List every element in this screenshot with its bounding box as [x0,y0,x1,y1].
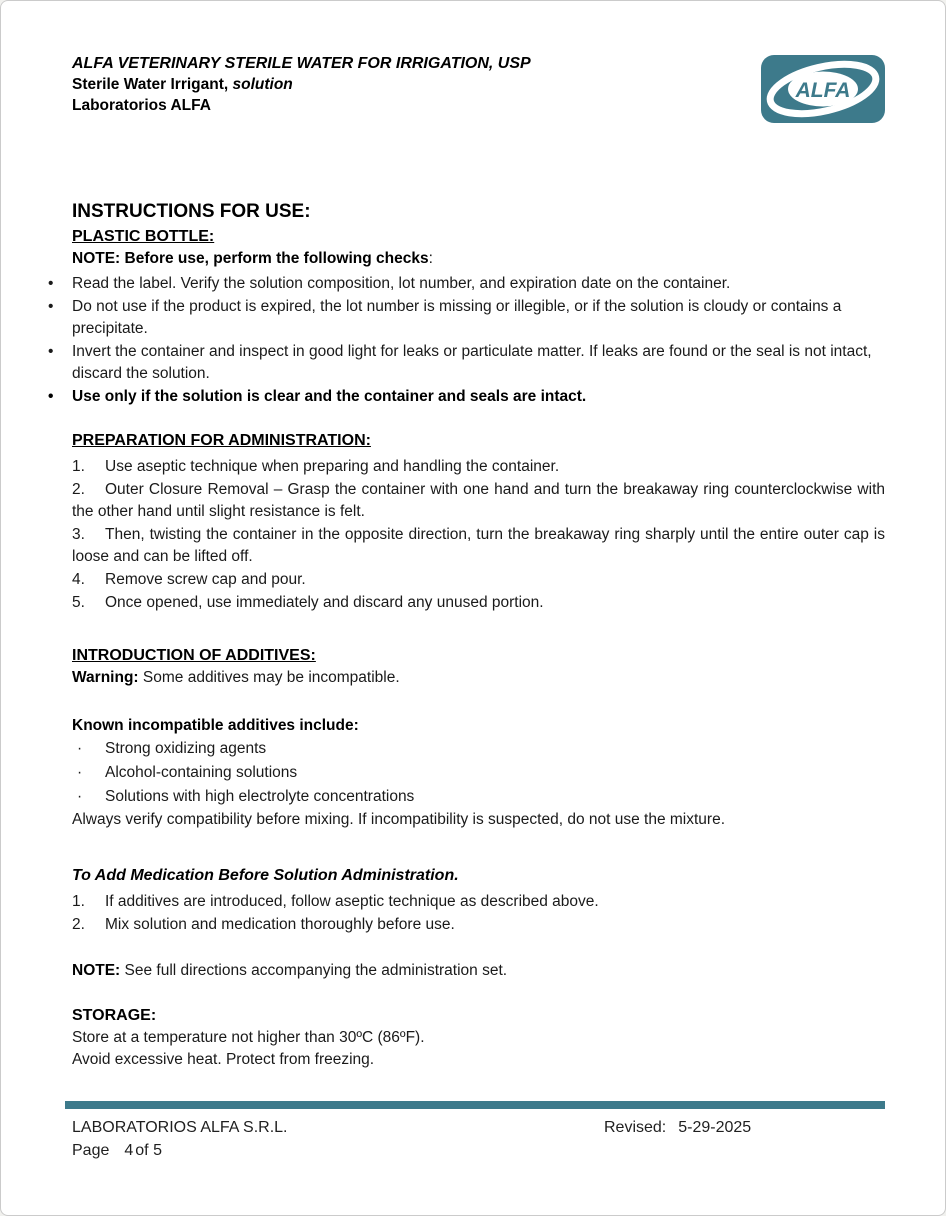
instructions-heading: INSTRUCTIONS FOR USE: [72,201,311,222]
alfa-logo-text: ALFA [795,79,851,102]
step-number: 1. [72,893,85,910]
header [72,53,885,123]
additives-heading: INTRODUCTION OF ADDITIVES: [72,647,316,664]
step-number: 1. [72,458,85,475]
step-text: Once opened, use immediately and discard any unused portion. [105,594,544,611]
admin-note-label: NOTE: [72,962,121,979]
company-name: Laboratorios ALFA [72,97,211,114]
add-medication-steps [72,891,885,936]
step-text: Use aseptic technique when preparing and handling the container. [105,458,560,475]
step-number: 2. [72,481,85,498]
check-item-bold: • Use only if the solution is clear and the container and seals are intact. [72,386,885,408]
check-item: • Do not use if the product is expired, the lot number is missing or illegible, or if the solution is cloudy or contains a precipitate. [72,296,885,340]
known-additive-item [72,737,885,761]
footer-company: LABORATORIOS ALFA S.R.L. [72,1119,288,1136]
footer-page-label: Page [72,1142,110,1159]
header-text [72,53,531,116]
alfa-logo-icon [761,55,885,123]
check-item: • Invert the container and inspect in good light for leaks or particulate matter. If leaks are found or the seal is not intact, discard the solution. [72,341,885,385]
footer-line-2 [72,1139,885,1162]
known-additives-heading: Known incompatible additives include: [72,717,359,734]
prep-step [72,592,885,614]
preparation-steps [72,456,885,614]
storage-line: Store at a temperature not higher than 30ºC (86ºF). [72,1029,425,1046]
dot-bullet: · [77,740,83,757]
known-additive-text: Alcohol-containing solutions [105,764,298,781]
footer-line-1 [72,1116,885,1139]
step-number: 2. [72,916,85,933]
known-additive-text: Strong oxidizing agents [105,740,267,757]
footer-revised [604,1116,751,1139]
medication-step [72,914,885,936]
prep-step [72,456,885,478]
step-text: Mix solution and medication thoroughly before use. [105,916,455,933]
footer-revised-label: Revised: [604,1119,667,1136]
check-item: • Read the label. Verify the solution composition, lot number, and expiration date on the container. [72,273,885,295]
product-subtitle-bold: Sterile Water Irrigant, [72,76,229,93]
prep-step [72,569,885,591]
note-checks-line [72,248,885,270]
storage-heading: STORAGE: [72,1007,157,1024]
footer-divider [65,1101,885,1109]
product-subtitle [72,74,531,95]
plastic-bottle-heading: PLASTIC BOTTLE: [72,228,215,245]
footer [65,1101,885,1162]
product-subtitle-italic: solution [228,76,293,93]
note-checks-bold: NOTE: Before use, perform the following checks [72,250,429,267]
footer-page-number: 4 [124,1142,134,1159]
step-text: If additives are introduced, follow aseptic technique as described above. [105,893,599,910]
warning-label: Warning: [72,669,139,686]
footer-revised-date: 5-29-2025 [678,1119,752,1136]
admin-set-note [72,960,885,982]
verify-compatibility-line: Always verify compatibility before mixing. If incompatibility is suspected, do not use the mixture. [72,811,725,828]
medication-step [72,891,885,913]
storage-line: Avoid excessive heat. Protect from freezing. [72,1051,375,1068]
admin-note-text: See full directions accompanying the administration set. [120,962,508,979]
product-title: ALFA VETERINARY STERILE WATER FOR IRRIGATION, USP [72,55,531,72]
preparation-heading: PREPARATION FOR ADMINISTRATION: [72,432,371,449]
known-additive-item [72,785,885,809]
warning-text: Some additives may be incompatible. [138,669,400,686]
checks-list [72,273,885,408]
dot-bullet: · [77,764,83,781]
warning-line [72,667,885,689]
prep-step [72,479,885,523]
dot-bullet: · [77,788,83,805]
step-text: Then, twisting the container in the opposite direction, turn the breakaway ring sharply until the entire outer cap is loose and can be lifted off. [72,526,885,565]
add-medication-heading: To Add Medication Before Solution Administration. [72,867,459,884]
page-content [1,1,945,1071]
step-text: Outer Closure Removal – Grasp the container with one hand and turn the breakaway ring counterclockwise with the other hand until slight resistance is felt. [72,481,885,520]
note-checks-colon: : [428,250,433,267]
step-number: 4. [72,571,85,588]
step-text: Remove screw cap and pour. [105,571,306,588]
known-additive-text: Solutions with high electrolyte concentrations [105,788,415,805]
known-additive-item [72,761,885,785]
prep-step [72,524,885,568]
step-number: 5. [72,594,85,611]
footer-page-total: of 5 [135,1142,162,1159]
step-number: 3. [72,526,85,543]
